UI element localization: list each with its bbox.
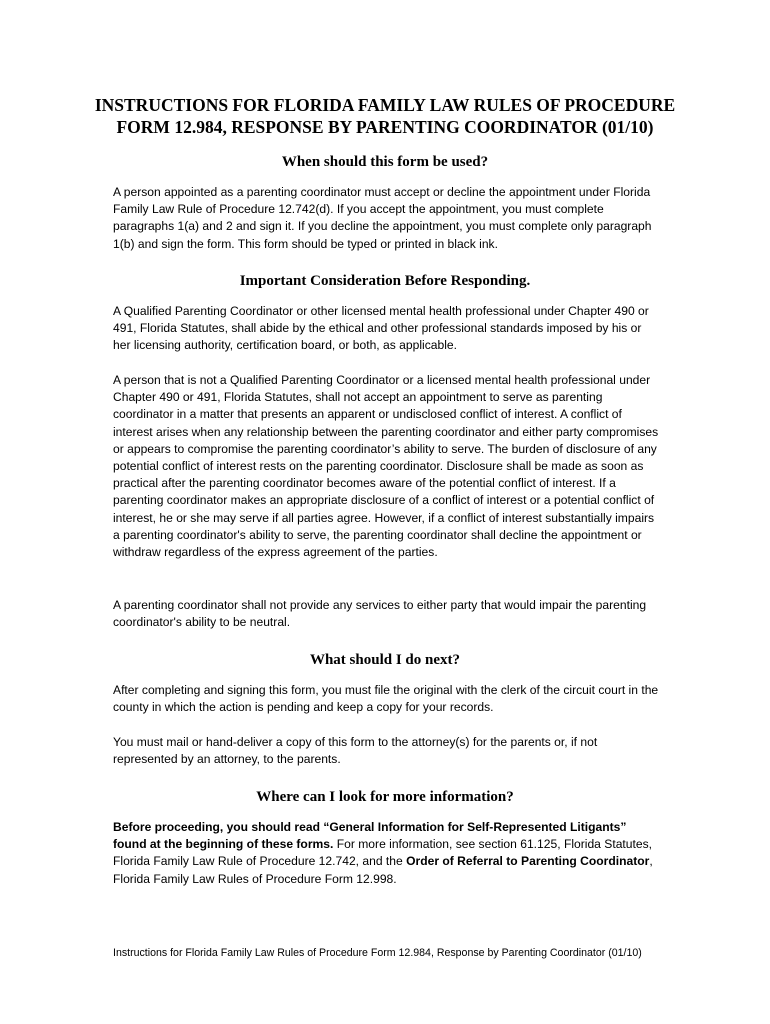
document-title (60, 94, 710, 138)
heading-more-information: Where can I look for more information? (256, 789, 514, 805)
paragraph-neutrality: A parenting coordinator shall not provide any services to either party that would impair the parenting coordinator's ability to be neutral. (113, 598, 647, 630)
heading-important-consideration: Important Consideration Before Responding. (239, 273, 531, 289)
paragraph-qualified-coordinator: A Qualified Parenting Coordinator or other licensed mental health professional under Chapter 490 or 491, Florida Statutes, shall abide by the ethical and other professional standards imposed by his or her licensing authority, certification board, or both, as applicable. (113, 304, 649, 353)
paragraph-mail-copy: You must mail or hand-deliver a copy of this form to the attorney(s) for the parents or, if not represented by an attorney, to the parents. (113, 735, 598, 767)
general-information-notice: Before proceeding, you should read “General Information for Self-Represented Litigants” found at the beginning of these forms. (113, 820, 627, 852)
heading-when-used: When should this form be used? (281, 154, 489, 170)
paragraph-file-original: After completing and signing this form, you must file the original with the clerk of the circuit court in the county in which the action is pending and keep a copy for your records. (113, 683, 659, 715)
title-line-2: FORM 12.984, RESPONSE BY PARENTING COORDINATOR (01/10) (116, 117, 654, 137)
references-text: For more information, see section 61.125, Florida Statutes, Florida Family Law Rule of Procedure 12.742, and the (113, 837, 652, 869)
paragraph-when-used: A person appointed as a parenting coordinator must accept or decline the appointment under Florida Family Law Rule of Procedure 12.742(d). If you accept the appointment, you must complete paragraphs 1(a) and 2 and sign it. If you decline the appointment, you must complete only paragraph 1(b) and sign the form. This form should be typed or printed in black ink. (113, 185, 652, 251)
paragraph-conflict-of-interest: A person that is not a Qualified Parenting Coordinator or a licensed mental health professional under Chapter 490 or 491, Florida Statutes, shall not accept an appointment to serve as parenting coordinator in a matter that presents an apparent or undisclosed conflict of interest. A conflict of interest arises when any relationship between the parenting coordinator and either party compromises or appears to compromise the parenting coordinator’s ability to serve. The burden of disclosure of any potential conflict of interest rests on the parenting coordinator. Disclosure shall be made as soon as practical after the parenting coordinator becomes aware of the potential conflict of interest. If a parenting coordinator makes an appropriate disclosure of a conflict of interest or a potential conflict of interest, he or she may serve if all parties agree. However, if a conflict of interest substantially impairs a parenting coordinator's ability to serve, the parenting coordinator shall decline the appointment or withdraw regardless of the express agreement of the parties. (113, 373, 659, 560)
title-line-1: INSTRUCTIONS FOR FLORIDA FAMILY LAW RULES OF PROCEDURE (94, 95, 676, 115)
paragraph-more-information (113, 819, 661, 888)
page-footer: Instructions for Florida Family Law Rules of Procedure Form 12.984, Response by Parenting Coordinator (01/10) (113, 947, 642, 959)
form-reference-text: , Florida Family Law Rules of Procedure Form 12.998. (113, 854, 653, 886)
heading-what-next: What should I do next? (309, 652, 461, 668)
order-of-referral-title: Order of Referral to Parenting Coordinator (406, 854, 650, 869)
